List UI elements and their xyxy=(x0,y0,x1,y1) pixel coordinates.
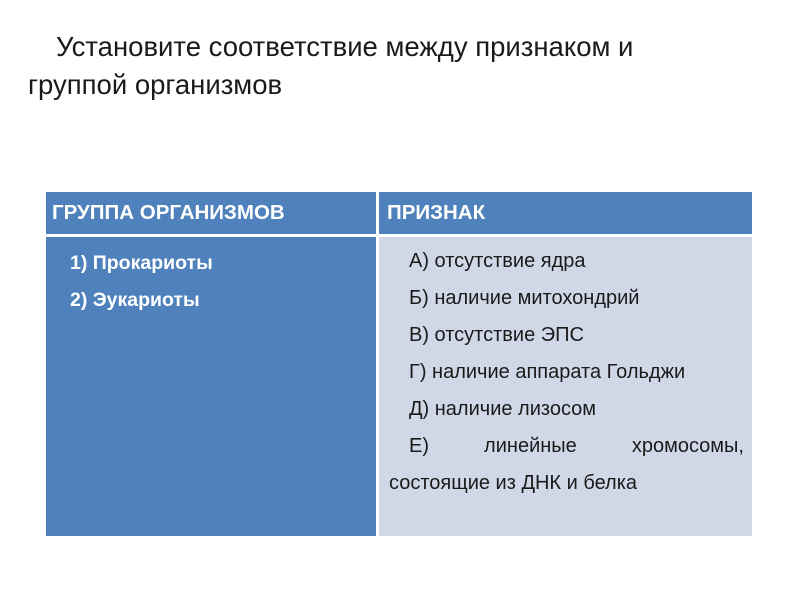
feature-item-e: Е) линейные хромосомы, состоящие из ДНК и белка xyxy=(389,435,744,494)
matching-table xyxy=(46,192,752,536)
title-line-1: Установите соответствие между признаком и xyxy=(56,31,634,62)
group-item-prokaryotes: 1) Прокариоты xyxy=(70,252,213,274)
feature-item-a: А) отсутствие ядра xyxy=(409,250,586,272)
title-line-2: группой организмов xyxy=(28,69,283,100)
feature-list xyxy=(379,237,752,536)
feature-item-b: Б) наличие митохондрий xyxy=(409,287,640,309)
feature-item-g: Г) наличие аппарата Гольджи xyxy=(409,361,686,383)
feature-item-d: Д) наличие лизосом xyxy=(409,398,597,420)
group-item-eukaryotes: 2) Эукариоты xyxy=(70,289,200,311)
feature-item-v: В) отсутствие ЭПС xyxy=(409,324,584,346)
group-list xyxy=(46,237,376,536)
header-feature: ПРИЗНАК xyxy=(379,192,752,234)
header-group: ГРУППА ОРГАНИЗМОВ xyxy=(46,192,376,234)
slide-title xyxy=(28,28,768,104)
